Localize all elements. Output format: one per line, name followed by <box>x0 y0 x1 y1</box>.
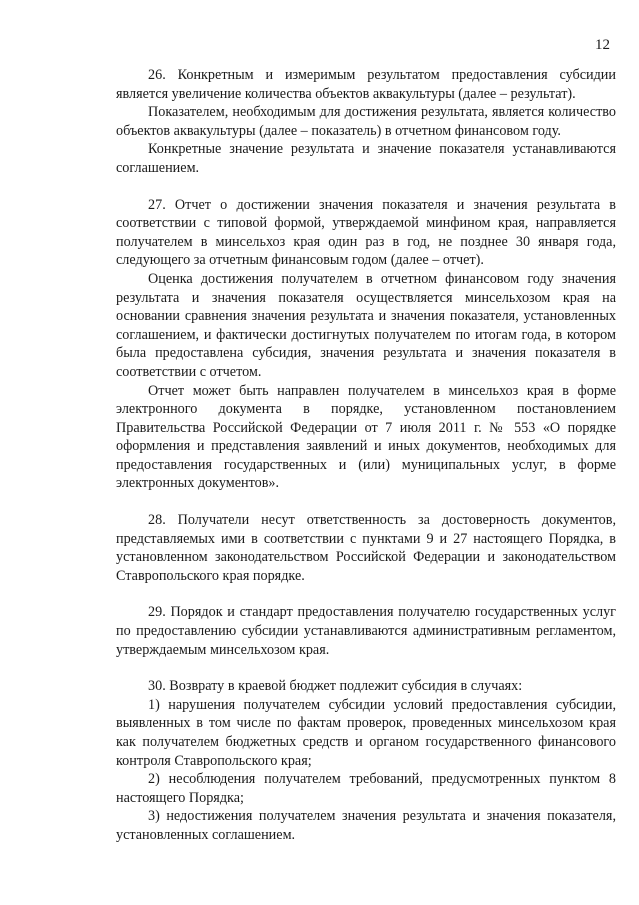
paragraph: Отчет может быть направлен получателем в минсельхоз края в форме электронного документа в порядке, установленном постановлением Правительства Российской Федерации от 7 июля 2011 г. № 553 «О порядке оформления и представления заявлений и иных документов, необходимых для предоставления государственных и (или) муниципальных услуг, в форме электронных документов». <box>116 382 616 492</box>
section-30 <box>116 677 616 844</box>
section-29 <box>116 603 616 659</box>
section-gap <box>116 585 616 603</box>
list-item: 3) недостижения получателем значения результата и значения показателя, установленных соглашением. <box>116 808 616 843</box>
page-number: 12 <box>595 37 610 53</box>
section-27 <box>116 196 616 494</box>
section-26 <box>116 66 616 178</box>
paragraph: 29. Порядок и стандарт предоставления получателю государственных услуг по предоставлению субсидии устанавливаются административным регламентом, утверждаемым минсельхозом края. <box>116 604 616 658</box>
section-gap <box>116 178 616 196</box>
document-body <box>116 66 616 845</box>
list-item: 1) нарушения получателем субсидии условий предоставления субсидии, выявленных в том числе по фактам проверок, проведенных минсельхозом края как получателем бюджетных средств и органом государственного финансового контроля Ставропольского края; <box>116 696 616 769</box>
paragraph: 26. Конкретным и измеримым результатом предоставления субсидии является увеличение количества объектов аквакультуры (далее – результат). <box>116 67 616 102</box>
paragraph: 28. Получатели несут ответственность за достоверность документов, представляемых ими в соответствии с пунктами 9 и 27 настоящего Порядка, в установленном законодательством Российской Федерации и законодательством Ставропольского края порядке. <box>116 512 616 584</box>
paragraph: 30. Возврату в краевой бюджет подлежит субсидия в случаях: <box>148 678 523 695</box>
section-gap <box>116 659 616 677</box>
section-28 <box>116 511 616 585</box>
paragraph: Конкретные значение результата и значение показателя устанавливаются соглашением. <box>116 141 616 176</box>
paragraph: Показателем, необходимым для достижения результата, является количество объектов аквакультуры (далее – показатель) в отчетном финансовом году. <box>116 104 616 139</box>
paragraph: 27. Отчет о достижении значения показателя и значения результата в соответствии с типовой формой, утверждаемой минфином края, направляется получателем в минсельхоз края один раз в год, не позднее 30 января года, следующего за отчетным финансовым годом (далее – отчет). <box>116 196 616 269</box>
section-gap <box>116 493 616 511</box>
list-item: 2) несоблюдения получателем требований, предусмотренных пунктом 8 настоящего Порядка; <box>116 771 616 806</box>
paragraph: Оценка достижения получателем в отчетном финансовом году значения результата и значения показателя осуществляется минсельхозом края на основании сравнения значения результата и значения показателя, установленных соглашением, и фактически достигнутых получателем по итогам года, в котором была предоставлена субсидия, значения результата и значения показателя в соответствии с отчетом. <box>116 270 616 380</box>
